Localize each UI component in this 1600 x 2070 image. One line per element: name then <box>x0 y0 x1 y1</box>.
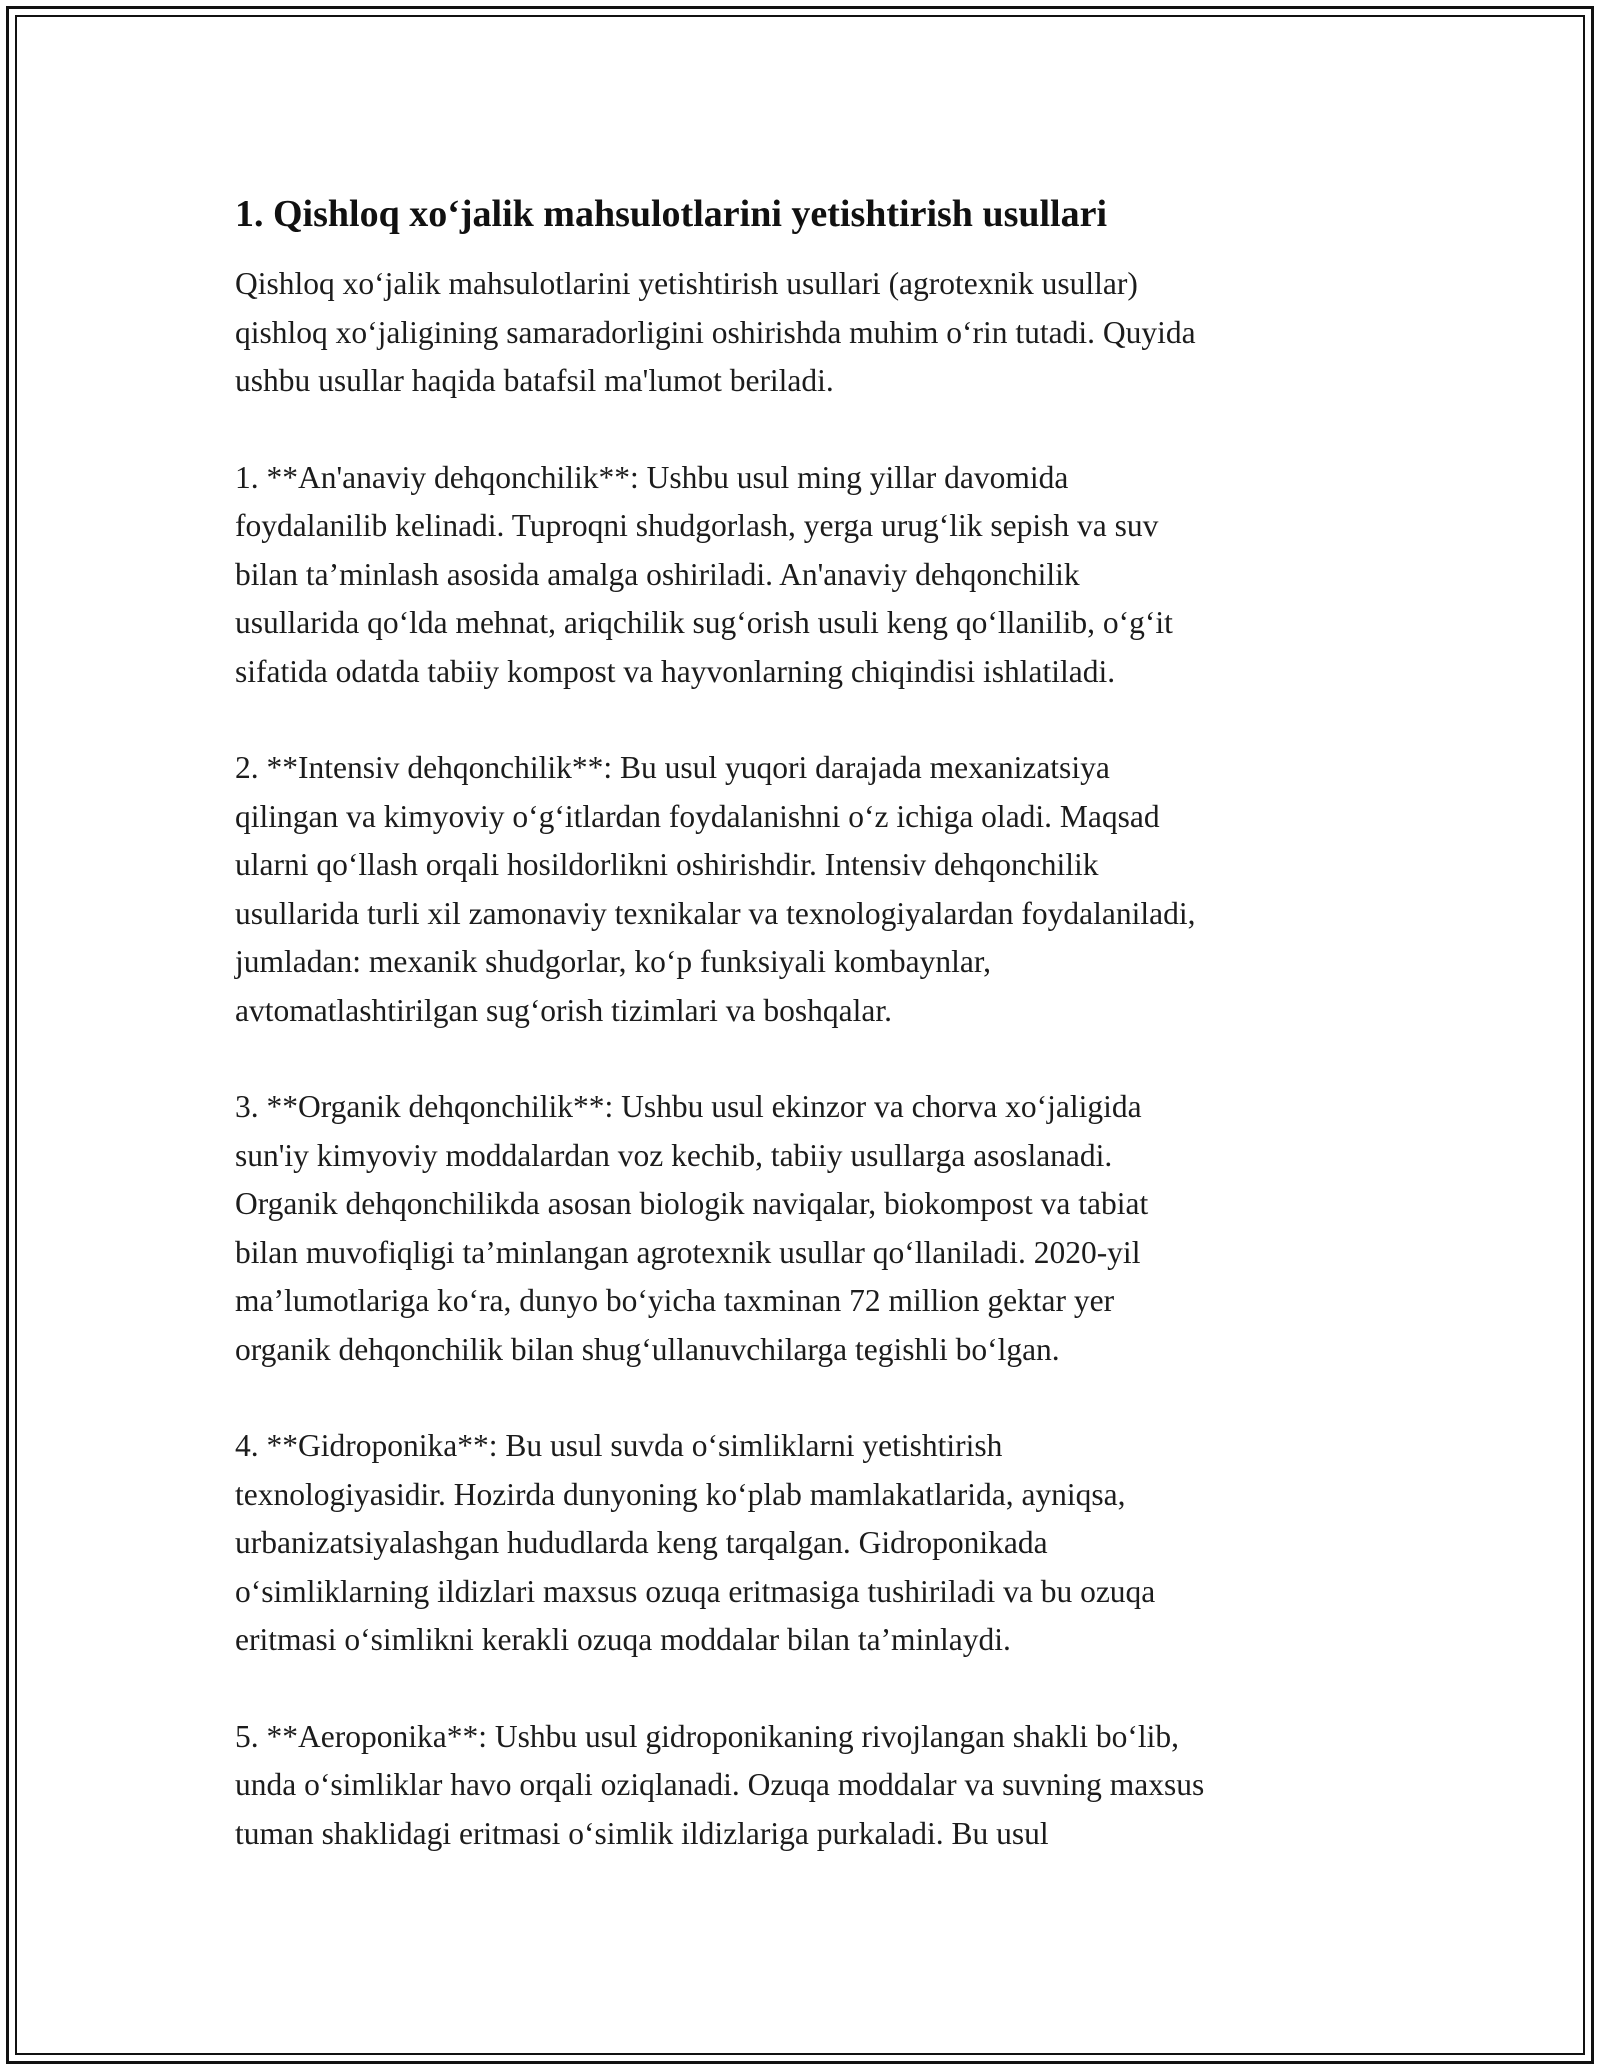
text-line: foydalanilib kelinadi. Tuproqni shudgorlash, yerga urug‘lik sepish va suv <box>235 508 1159 543</box>
paragraph-aeroponics <box>235 1713 1415 1859</box>
text-line: o‘simliklarning ildizlari maxsus ozuqa eritmasiga tushiriladi va bu ozuqa <box>235 1573 1156 1609</box>
text-line: bilan ta’minlash asosida amalga oshiriladi. An'anaviy dehqonchilik <box>235 556 1080 592</box>
paragraph-traditional-farming <box>235 454 1415 697</box>
text-line: organik dehqonchilik bilan shug‘ullanuvchilarga tegishli bo‘lgan. <box>235 1331 1060 1367</box>
text-line: urbanizatsiyalashgan hududlarda keng tarqalgan. Gidroponikada <box>235 1525 1048 1560</box>
text-line: qilingan va kimyoviy o‘g‘itlardan foydalanishni o‘z ichiga oladi. Maqsad <box>235 798 1160 834</box>
text-line: eritmasi o‘simlikni kerakli ozuqa moddalar bilan ta’minlaydi. <box>235 1622 1011 1657</box>
text-line: tuman shaklidagi eritmasi o‘simlik ildizlariga purkaladi. Bu usul <box>235 1815 1049 1851</box>
text-line: sun'iy kimyoviy moddalardan voz kechib, tabiiy usullarga asoslanadi. <box>235 1137 1113 1173</box>
text-line: qishloq xo‘jaligining samaradorligini oshirishda muhim o‘rin tutadi. Quyida <box>235 314 1196 350</box>
text-line: texnologiyasidir. Hozirda dunyoning ko‘plab mamlakatlarida, ayniqsa, <box>235 1476 1126 1512</box>
text-line: Organik dehqonchilikda asosan biologik naviqalar, biokompost va tabiat <box>235 1186 1149 1221</box>
text-line: 1. **An'anaviy dehqonchilik**: Ushbu usul ming yillar davomida <box>235 459 1069 495</box>
text-line: ma’lumotlariga ko‘ra, dunyo bo‘yicha taxminan 72 million gektar yer <box>235 1283 1115 1318</box>
text-line: unda o‘simliklar havo orqali oziqlanadi. Ozuqa moddalar va suvning maxsus <box>235 1767 1205 1802</box>
document-title: 1. Qishloq xo‘jalik mahsulotlarini yetishtirish usullari <box>235 193 1108 235</box>
paragraph-hydroponics <box>235 1422 1415 1665</box>
text-line: usullarida qo‘lda mehnat, ariqchilik sug‘orish usuli keng qo‘llanilib, o‘g‘it <box>235 605 1173 640</box>
paragraph-intro <box>235 260 1415 406</box>
text-line: bilan muvofiqligi ta’minlangan agrotexnik usullar qo‘llaniladi. 2020-yil <box>235 1234 1141 1270</box>
text-line: 2. **Intensiv dehqonchilik**: Bu usul yuqori darajada mexanizatsiya <box>235 750 1110 785</box>
document-body <box>235 188 1415 1906</box>
text-line: usullarida turli xil zamonaviy texnikalar va texnologiyalardan foydalaniladi, <box>235 895 1196 931</box>
paragraph-organic-farming <box>235 1083 1415 1374</box>
text-line: ularni qo‘llash orqali hosildorlikni oshirishdir. Intensiv dehqonchilik <box>235 847 1099 882</box>
paragraph-intensive-farming <box>235 744 1415 1035</box>
text-line: ushbu usullar haqida batafsil ma'lumot beriladi. <box>235 363 834 398</box>
text-line: 4. **Gidroponika**: Bu usul suvda o‘simliklarni yetishtirish <box>235 1428 1003 1463</box>
text-line: avtomatlashtirilgan sug‘orish tizimlari va boshqalar. <box>235 992 892 1028</box>
text-line: jumladan: mexanik shudgorlar, ko‘p funksiyali kombaynlar, <box>235 944 991 979</box>
text-line: 5. **Aeroponika**: Ushbu usul gidroponikaning rivojlangan shakli bo‘lib, <box>235 1718 1180 1754</box>
text-line: sifatida odatda tabiiy kompost va hayvonlarning chiqindisi ishlatiladi. <box>235 653 1116 689</box>
text-line: Qishloq xo‘jalik mahsulotlarini yetishtirish usullari (agrotexnik usullar) <box>235 266 1138 301</box>
text-line: 3. **Organik dehqonchilik**: Ushbu usul ekinzor va chorva xo‘jaligida <box>235 1089 1142 1124</box>
